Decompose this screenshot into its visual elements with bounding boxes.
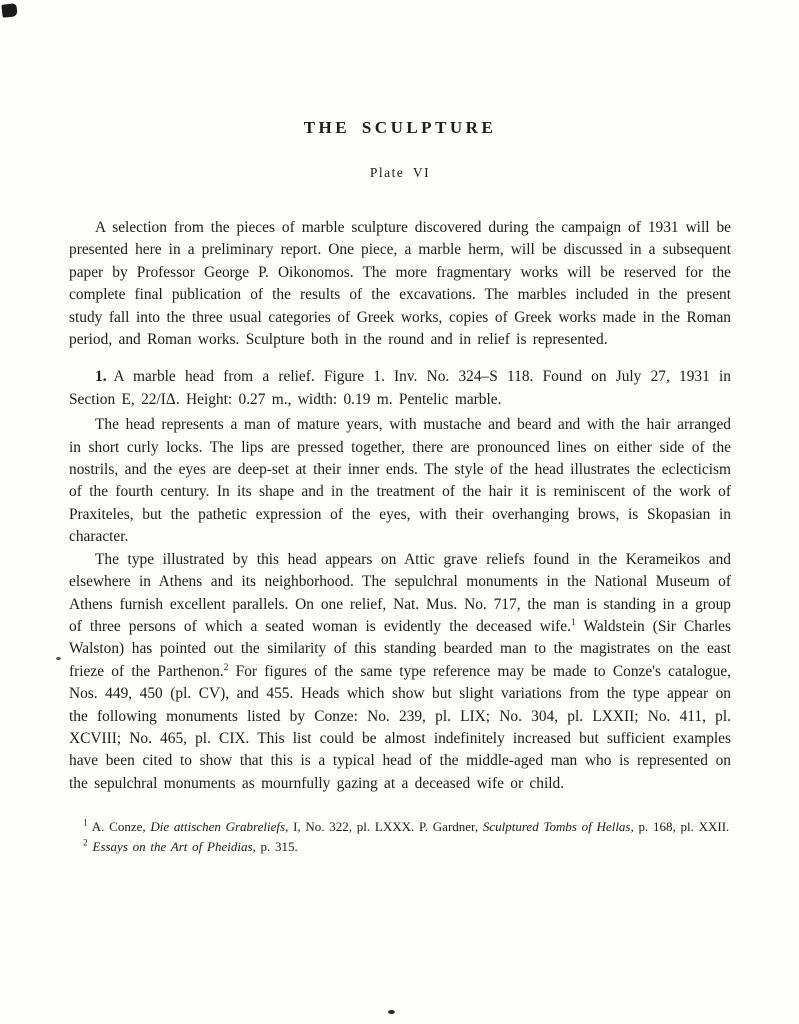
footnote-1-seg2: , I, No. 322, pl. LXXX. P. Gardner, (285, 819, 483, 835)
footnote-2-title: Essays on the Art of Pheidias (92, 838, 253, 854)
intro-paragraph: A selection from the pieces of marble sculpture discovered during the campaign of 1931 will be presented here in a preliminary report. One piece, a marble herm, will be discussed in a subsequent paper by Professor George P. Oikonomos. The more fragmentary works will be reserved for the complete final publication of the results of the excavations. The marbles included in the present study fall into the three usual categories of Greek works, copies of Greek works made in the Roman period, and Roman works. Sculpture both in the round and in relief is represented. (69, 219, 731, 349)
type-discussion-seg3: For figures of the same type reference may be made to Conze's catalogue, Nos. 449, 450 (pl. CV), and 455. Heads which show but slight variations from the type appear on the following monuments listed by Conze: No. 239, pl. LIX; No. 304, pl. LXXII; No. 411, pl. XCVIII; No. 465, pl. CIX. This list could be almost indefinitely increased but sufficient examples have been cited to show that this is a typical head of the middle-aged man who is represented on the sepulchral monuments as mournfully gazing at a deceased wife or child. (69, 662, 731, 792)
scan-artifact-bottom-speck (388, 1010, 395, 1014)
scan-artifact-left-speck (56, 657, 61, 660)
footnote-1-title2: Sculptured Tombs of Hellas (482, 819, 631, 835)
footnote-2-seg2: , p. 315. (252, 838, 298, 854)
type-discussion-seg1: The type illustrated by this head appears on Attic grave reliefs found in the Kerameikos and elsewhere in Athens and its neighborhood. The sepulchral monuments in the National Museum of Athens furnish excellent parallels. On one relief, Nat. Mus. No. 717, the man is standing in a group of three persons of which a seated woman is evidently the deceased wife. (69, 550, 731, 635)
page-title: THE SCULPTURE (303, 118, 497, 137)
entry-number: 1. (95, 368, 107, 386)
footnote-2-marker: 2 (83, 838, 88, 849)
entry-text: A marble head from a relief. Figure 1. Inv. No. 324–S 118. Found on July 27, 1931 in Section E, 22/ΙΔ. Height: 0.27 m., width: 0.19 m. Pentelic marble. (69, 368, 731, 408)
type-discussion-seg2: Waldstein (Sir Charles Walston) has pointed out the similarity of this standing bearded man to the magistrates on the east frieze of the Parthenon. (69, 617, 731, 680)
paragraph-head-description: The head represents a man of mature years, with mustache and beard and with the hair arranged in short curly locks. The lips are pressed together, there are pronounced lines on either side of the nostrils, and the eyes are deep-set at their inner ends. The style of the head illustrates the eclecticism of the fourth century. In its shape and in the treatment of the hair it is reminiscent of the work of Praxiteles, but the pathetic expression of the eyes, with their overhanging brows, is Skopasian in character. (69, 416, 731, 546)
footnotes-section (69, 817, 731, 856)
catalogue-entry-1 (69, 366, 731, 411)
footnote-1-seg3: , p. 168, pl. XXII. (630, 819, 730, 835)
footnote-1-title1: Die attischen Grabreliefs (150, 819, 286, 835)
footnote-2 (69, 837, 731, 857)
paragraph-type-discussion (69, 549, 731, 795)
footnote-ref-2: 2 (223, 662, 229, 673)
plate-caption: Plate VI (369, 165, 431, 180)
footnote-1-seg1: A. Conze, (87, 819, 151, 835)
article-content (69, 0, 731, 856)
footnote-1-marker: 1 (83, 818, 88, 829)
footnote-1 (69, 817, 731, 837)
scan-artifact-corner (1, 3, 17, 17)
footnote-ref-1: 1 (570, 617, 576, 628)
